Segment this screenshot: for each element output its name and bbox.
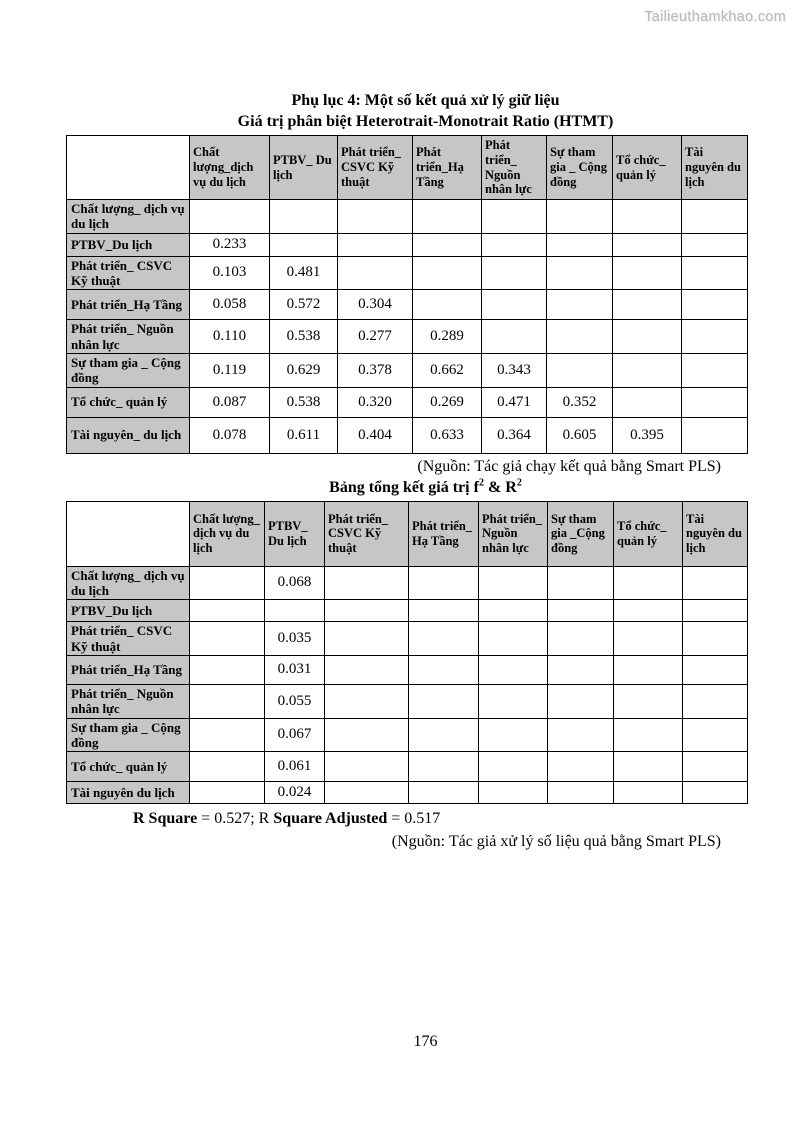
value-cell <box>479 655 548 684</box>
appendix-title: Phụ lục 4: Một số kết quả xử lý giữ liệu <box>291 92 560 109</box>
value-cell <box>479 684 548 718</box>
table-row <box>67 387 748 417</box>
column-header: PTBV_ Du lịch <box>270 136 338 200</box>
row-header: Tài nguyên du lịch <box>67 782 190 804</box>
row-header: Phát triển_ CSVC Kỹ thuật <box>67 622 190 656</box>
value-cell <box>409 684 479 718</box>
page-content <box>66 90 785 852</box>
value-cell <box>547 320 613 354</box>
value-cell: 0.352 <box>547 387 613 417</box>
value-cell <box>614 622 683 656</box>
value-cell: 0.395 <box>613 417 682 453</box>
value-cell: 0.304 <box>338 290 413 320</box>
column-header: Phát triển_ Nguồn nhân lực <box>479 501 548 566</box>
row-header: Chất lượng_ dịch vụ du lịch <box>67 200 190 234</box>
value-cell <box>613 233 682 256</box>
value-cell <box>325 782 409 804</box>
f2-r2-source-note: (Nguồn: Tác giả xử lý số liệu quả bằng Smart PLS) <box>391 833 721 851</box>
value-cell: 0.078 <box>190 417 270 453</box>
value-cell: 0.343 <box>482 353 547 387</box>
value-cell <box>548 752 614 782</box>
value-cell <box>338 200 413 234</box>
value-cell <box>682 353 748 387</box>
f2-r2-title-mid: & R <box>483 478 517 496</box>
value-cell <box>413 290 482 320</box>
value-cell: 0.364 <box>482 417 547 453</box>
value-cell <box>548 684 614 718</box>
value-cell <box>409 622 479 656</box>
value-cell <box>613 387 682 417</box>
column-header: Chất lượng_ dịch vụ du lịch <box>190 501 265 566</box>
table-row <box>67 684 748 718</box>
htmt-table-header <box>67 136 748 200</box>
value-cell <box>479 718 548 752</box>
value-cell: 0.538 <box>270 320 338 354</box>
row-header: Phát triển_Hạ Tầng <box>67 290 190 320</box>
value-cell <box>682 290 748 320</box>
value-cell: 0.471 <box>482 387 547 417</box>
value-cell: 0.233 <box>190 233 270 256</box>
table-row <box>67 752 748 782</box>
value-cell <box>413 233 482 256</box>
value-cell <box>409 782 479 804</box>
value-cell <box>614 600 683 622</box>
value-cell: 0.629 <box>270 353 338 387</box>
value-cell <box>614 655 683 684</box>
header-row <box>67 136 748 200</box>
value-cell: 0.068 <box>265 566 325 600</box>
value-cell <box>190 600 265 622</box>
table-row <box>67 353 748 387</box>
value-cell <box>682 320 748 354</box>
value-cell: 0.289 <box>413 320 482 354</box>
column-header: Tổ chức_ quản lý <box>614 501 683 566</box>
value-cell <box>338 233 413 256</box>
value-cell: 0.320 <box>338 387 413 417</box>
value-cell <box>190 566 265 600</box>
value-cell <box>683 684 748 718</box>
value-cell: 0.662 <box>413 353 482 387</box>
row-header: Phát triển_Hạ Tầng <box>67 655 190 684</box>
corner-cell <box>67 136 190 200</box>
value-cell <box>265 600 325 622</box>
htmt-table <box>66 135 748 454</box>
f2-r2-table-body <box>67 566 748 804</box>
value-cell <box>683 655 748 684</box>
value-cell <box>548 655 614 684</box>
value-cell <box>482 290 547 320</box>
value-cell <box>325 655 409 684</box>
column-header: Tài nguyên du lịch <box>683 501 748 566</box>
value-cell <box>479 566 548 600</box>
value-cell <box>683 782 748 804</box>
value-cell <box>325 622 409 656</box>
value-cell: 0.119 <box>190 353 270 387</box>
value-cell: 0.633 <box>413 417 482 453</box>
htmt-table-title: Giá trị phân biệt Heterotrait-Monotrait Ratio (HTMT) <box>237 113 614 130</box>
value-cell <box>682 387 748 417</box>
r-square-label: R Square <box>133 810 198 828</box>
value-cell <box>479 622 548 656</box>
value-cell <box>614 752 683 782</box>
value-cell <box>682 256 748 290</box>
value-cell <box>325 752 409 782</box>
value-cell <box>409 655 479 684</box>
value-cell <box>482 200 547 234</box>
value-cell <box>683 600 748 622</box>
value-cell <box>548 622 614 656</box>
value-cell <box>479 600 548 622</box>
table-row <box>67 566 748 600</box>
table-row <box>67 782 748 804</box>
value-cell <box>325 684 409 718</box>
watermark: Tailieuthamkhao.com <box>644 9 786 25</box>
value-cell <box>682 417 748 453</box>
value-cell <box>190 655 265 684</box>
row-header: Tổ chức_ quản lý <box>67 387 190 417</box>
value-cell <box>547 353 613 387</box>
value-cell <box>682 200 748 234</box>
table-row <box>67 256 748 290</box>
value-cell <box>548 566 614 600</box>
column-header: PTBV_ Du lịch <box>265 501 325 566</box>
value-cell <box>325 718 409 752</box>
row-header: PTBV_Du lịch <box>67 600 190 622</box>
htmt-source-note: (Nguồn: Tác giả chạy kết quả bằng Smart PLS) <box>417 457 721 475</box>
row-header: Tổ chức_ quản lý <box>67 752 190 782</box>
value-cell <box>548 600 614 622</box>
value-cell: 0.605 <box>547 417 613 453</box>
f2-r2-table-title <box>66 477 785 498</box>
row-header: Sự tham gia _ Cộng đồng <box>67 718 190 752</box>
value-cell: 0.269 <box>413 387 482 417</box>
value-cell <box>190 718 265 752</box>
value-cell <box>547 200 613 234</box>
table-row <box>67 320 748 354</box>
f-squared-superscript: 2 <box>478 477 484 489</box>
table-row <box>67 600 748 622</box>
value-cell <box>409 600 479 622</box>
column-header: Chất lượng_dịch vụ du lịch <box>190 136 270 200</box>
value-cell <box>190 684 265 718</box>
value-cell: 0.061 <box>265 752 325 782</box>
value-cell <box>613 290 682 320</box>
corner-cell <box>67 501 190 566</box>
value-cell <box>547 233 613 256</box>
value-cell <box>614 782 683 804</box>
value-cell <box>190 782 265 804</box>
value-cell <box>547 256 613 290</box>
value-cell <box>614 684 683 718</box>
row-header: Sự tham gia _ Cộng đồng <box>67 353 190 387</box>
row-header: Phát triển_ CSVC Kỹ thuật <box>67 256 190 290</box>
value-cell <box>613 256 682 290</box>
f2-r2-table <box>66 501 748 805</box>
column-header: Tài nguyên du lịch <box>682 136 748 200</box>
value-cell <box>613 320 682 354</box>
f2-r2-table-header <box>67 501 748 566</box>
value-cell <box>683 718 748 752</box>
value-cell <box>409 566 479 600</box>
value-cell <box>190 622 265 656</box>
value-cell <box>338 256 413 290</box>
value-cell: 0.611 <box>270 417 338 453</box>
table-row <box>67 655 748 684</box>
value-cell: 0.067 <box>265 718 325 752</box>
value-cell <box>613 353 682 387</box>
header-row <box>67 501 748 566</box>
r-square-summary <box>66 809 785 829</box>
value-cell <box>682 233 748 256</box>
value-cell <box>614 718 683 752</box>
row-header: Phát triển_ Nguồn nhân lực <box>67 320 190 354</box>
value-cell: 0.031 <box>265 655 325 684</box>
r-square-adjusted-label: Square Adjusted <box>273 810 388 828</box>
value-cell <box>482 320 547 354</box>
r-square-adjusted-value: = 0.517 <box>387 810 441 828</box>
r-square-value: = 0.527; R <box>197 810 274 828</box>
value-cell: 0.035 <box>265 622 325 656</box>
value-cell <box>325 566 409 600</box>
value-cell: 0.378 <box>338 353 413 387</box>
value-cell: 0.055 <box>265 684 325 718</box>
value-cell <box>482 233 547 256</box>
row-header: Phát triển_ Nguồn nhân lực <box>67 684 190 718</box>
value-cell: 0.110 <box>190 320 270 354</box>
table-row <box>67 200 748 234</box>
value-cell <box>409 752 479 782</box>
value-cell <box>479 752 548 782</box>
value-cell <box>548 782 614 804</box>
value-cell <box>548 718 614 752</box>
table-row <box>67 233 748 256</box>
column-header: Tổ chức_ quản lý <box>613 136 682 200</box>
value-cell <box>479 782 548 804</box>
value-cell <box>683 622 748 656</box>
value-cell <box>683 566 748 600</box>
value-cell: 0.404 <box>338 417 413 453</box>
column-header: Phát triển_ CSVC Kỹ thuật <box>325 501 409 566</box>
value-cell <box>482 256 547 290</box>
column-header: Phát triển_ Hạ Tầng <box>409 501 479 566</box>
value-cell: 0.277 <box>338 320 413 354</box>
column-header: Phát triển_ CSVC Kỹ thuật <box>338 136 413 200</box>
value-cell <box>190 752 265 782</box>
value-cell <box>413 256 482 290</box>
page-number: 176 <box>413 1033 438 1050</box>
value-cell <box>325 600 409 622</box>
column-header: Phát triển_Hạ Tầng <box>413 136 482 200</box>
value-cell: 0.572 <box>270 290 338 320</box>
value-cell <box>270 233 338 256</box>
value-cell <box>614 566 683 600</box>
value-cell <box>613 200 682 234</box>
value-cell: 0.103 <box>190 256 270 290</box>
value-cell: 0.024 <box>265 782 325 804</box>
table-row <box>67 718 748 752</box>
table-row <box>67 290 748 320</box>
row-header: PTBV_Du lịch <box>67 233 190 256</box>
f2-r2-title-text: Bảng tổng kết giá trị f <box>329 478 479 496</box>
value-cell: 0.087 <box>190 387 270 417</box>
table-row <box>67 622 748 656</box>
value-cell <box>413 200 482 234</box>
value-cell: 0.538 <box>270 387 338 417</box>
value-cell <box>409 718 479 752</box>
row-header: Tài nguyên_ du lịch <box>67 417 190 453</box>
column-header: Phát triển_ Nguồn nhân lực <box>482 136 547 200</box>
value-cell <box>190 200 270 234</box>
value-cell <box>683 752 748 782</box>
value-cell <box>270 200 338 234</box>
row-header: Chất lượng_ dịch vụ du lịch <box>67 566 190 600</box>
column-header: Sự tham gia _ Cộng đồng <box>547 136 613 200</box>
value-cell <box>547 290 613 320</box>
value-cell: 0.058 <box>190 290 270 320</box>
column-header: Sự tham gia _Cộng đồng <box>548 501 614 566</box>
htmt-table-body <box>67 200 748 454</box>
r-squared-superscript: 2 <box>516 477 522 489</box>
table-row <box>67 417 748 453</box>
value-cell: 0.481 <box>270 256 338 290</box>
